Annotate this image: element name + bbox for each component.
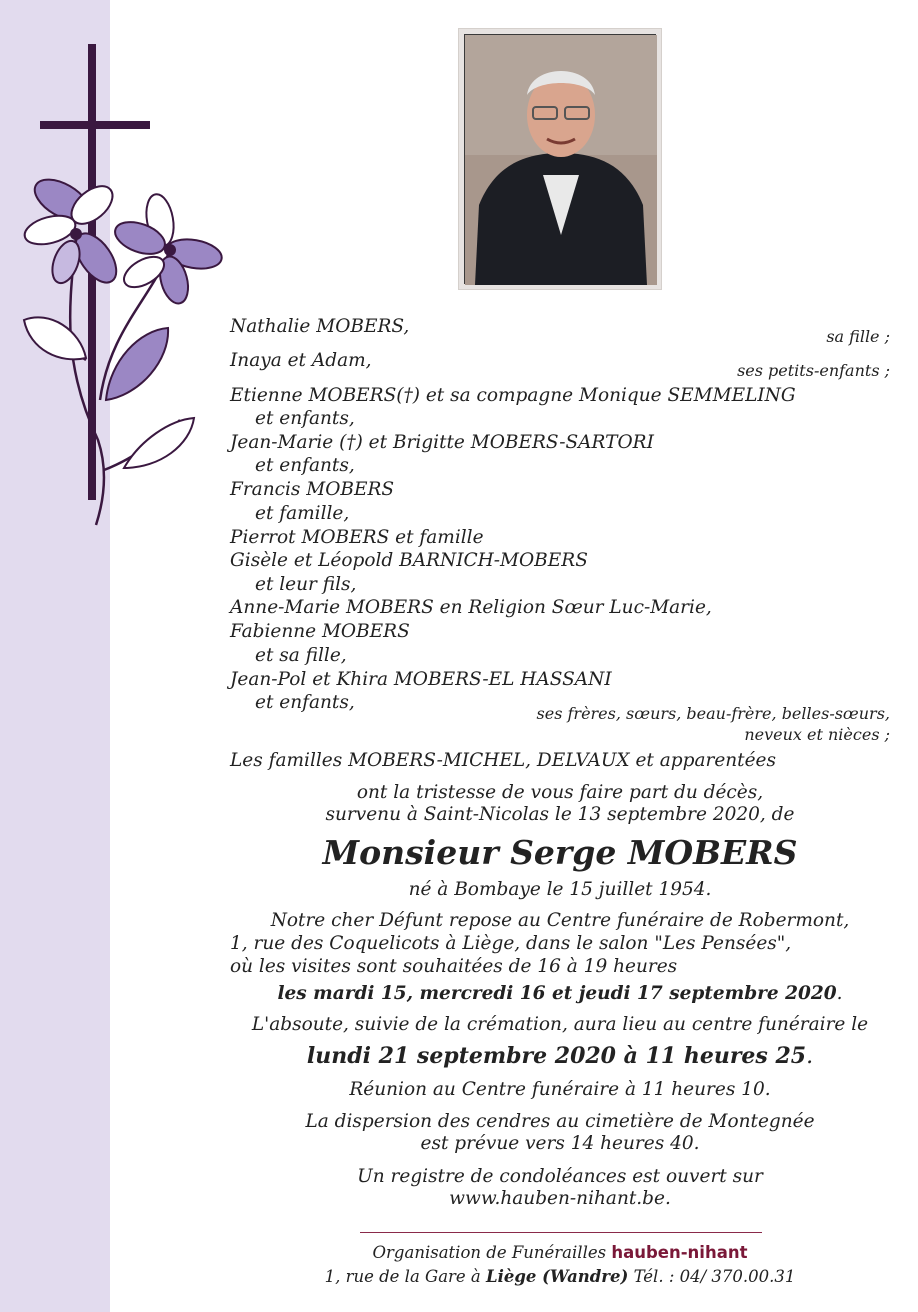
family-row: Jean-Pol et Khira MOBERS-EL HASSANI: [230, 669, 612, 690]
ceremony-date: lundi 21 septembre 2020 à 11 heures 25: [306, 1043, 807, 1069]
dispersion-line-2: est prévue vers 14 heures 40.: [420, 1133, 700, 1154]
footer-organisation: [230, 1242, 890, 1264]
ceremony-date-line: [230, 1043, 890, 1070]
register-line-1: Un registre de condoléances est ouvert sur: [357, 1166, 763, 1187]
rest-line-3: où les visites sont souhaitées de 16 à 19 heures: [230, 956, 678, 977]
visit-days-end: .: [836, 983, 843, 1004]
rest-line-1: Notre cher Défunt repose au Centre funéraire de Robermont,: [270, 910, 850, 931]
dispersion-line-1: La dispersion des cendres au cimetière de Montegnée: [305, 1111, 815, 1132]
absolution-line: L'absoute, suivie de la crémation, aura lieu au centre funéraire le: [251, 1014, 869, 1035]
register-website[interactable]: www.hauben-nihant.be.: [449, 1188, 671, 1209]
flower-icon: [22, 171, 125, 289]
cross-flowers-decoration: [0, 0, 230, 540]
family-row: et famille,: [255, 503, 350, 524]
family-row: Francis MOBERS: [230, 479, 395, 500]
relation-daughter: sa fille ;: [826, 327, 890, 346]
relation-grandchildren: ses petits-enfants ;: [737, 361, 890, 380]
portrait-illustration: [465, 35, 657, 285]
portrait-frame: [458, 28, 662, 290]
relation-siblings: ses frères, sœurs, beau-frère, belles-sœurs,: [536, 704, 890, 723]
ceremony-date-end: .: [806, 1044, 814, 1069]
visit-days-line: [230, 983, 890, 1005]
leaf-icon: [24, 317, 194, 468]
intro-line-2: survenu à Saint-Nicolas le 13 septembre 2020, de: [325, 804, 795, 825]
footer-divider: [360, 1232, 762, 1233]
family-row: Nathalie MOBERS,: [230, 316, 410, 337]
footer-address: [230, 1266, 890, 1288]
family-row: et enfants,: [255, 455, 355, 476]
family-row: et enfants,: [255, 692, 355, 713]
footer-phone[interactable]: Tél. : 04/ 370.00.31: [633, 1267, 796, 1286]
footer-org-label: Organisation de Funérailles: [372, 1243, 607, 1262]
family-row: Anne-Marie MOBERS en Religion Sœur Luc-Marie,: [230, 597, 712, 618]
rest-line-2: 1, rue des Coquelicots à Liège, dans le salon "Les Pensées",: [230, 933, 792, 954]
footer-address-pre: 1, rue de la Gare à: [324, 1267, 481, 1286]
meeting-line: Réunion au Centre funéraire à 11 heures 10.: [349, 1079, 771, 1100]
family-row: Pierrot MOBERS et famille: [230, 527, 484, 548]
family-row: et enfants,: [255, 408, 355, 429]
family-row: Inaya et Adam,: [230, 350, 372, 371]
family-row: Etienne MOBERS(†) et sa compagne Monique SEMMELING: [230, 385, 796, 406]
family-row: Jean-Marie (†) et Brigitte MOBERS-SARTORI: [230, 432, 654, 453]
birth-line: né à Bombaye le 15 juillet 1954.: [408, 879, 712, 900]
family-row: et sa fille,: [255, 645, 347, 666]
brand-logo: hauben-nihant: [611, 1243, 748, 1262]
visit-days: les mardi 15, mercredi 16 et jeudi 17 septembre 2020: [277, 983, 837, 1004]
families-line: Les familles MOBERS-MICHEL, DELVAUX et apparentées: [230, 750, 777, 771]
family-row: Gisèle et Léopold BARNICH-MOBERS: [230, 550, 588, 571]
flower-icon: [111, 192, 224, 306]
family-row: et leur fils,: [255, 574, 357, 595]
deceased-name: Monsieur Serge MOBERS: [322, 833, 798, 872]
intro-line-1: ont la tristesse de vous faire part du décès,: [356, 782, 764, 803]
footer-address-city: Liège (Wandre): [486, 1267, 629, 1286]
relation-nephews: neveux et nièces ;: [744, 725, 890, 744]
family-row: Fabienne MOBERS: [230, 621, 410, 642]
